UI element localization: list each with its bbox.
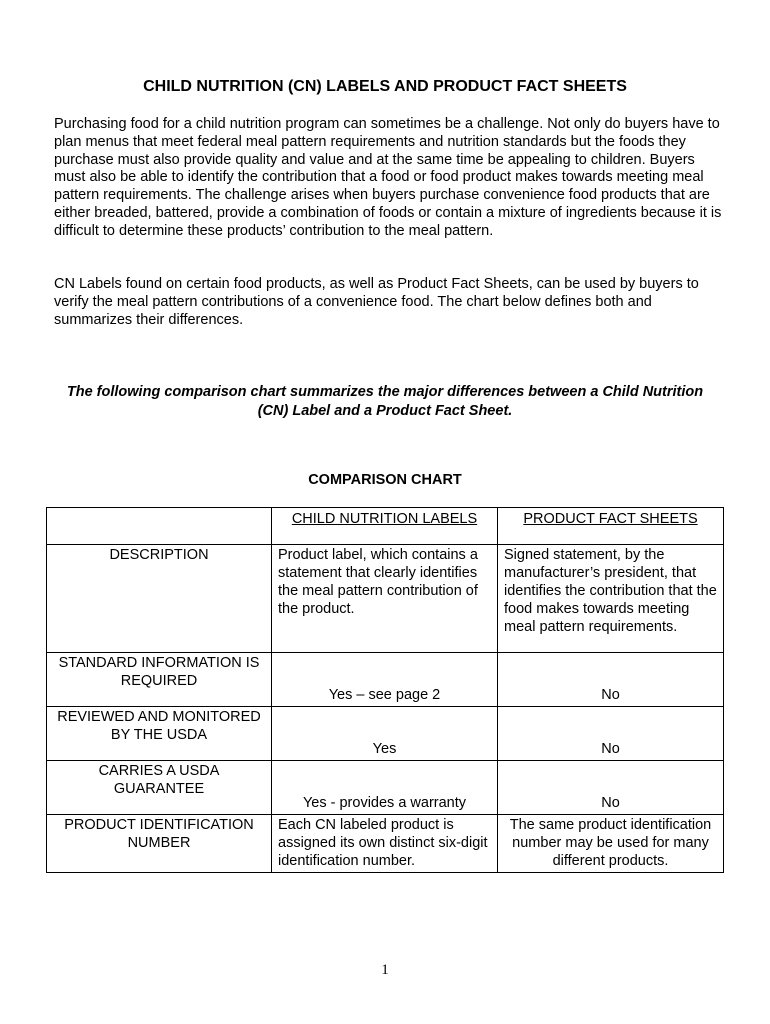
fact-sheet-cell: Signed statement, by the manufacturer’s president, that identifies the contribution that the food makes towards meeting meal pattern requirements. bbox=[498, 545, 724, 653]
cn-label-cell: Yes – see page 2 bbox=[272, 653, 498, 707]
cn-label-cell: Yes - provides a warranty bbox=[272, 761, 498, 815]
table-row bbox=[47, 653, 724, 707]
cn-labels-paragraph: CN Labels found on certain food products, as well as Product Fact Sheets, can be used by buyers to verify the meal pattern contributions of a convenience food. The chart below defines both and summarizes their differences. bbox=[54, 276, 699, 328]
table-row bbox=[47, 761, 724, 815]
comparison-table bbox=[46, 507, 724, 873]
fact-sheet-cell: No bbox=[498, 761, 724, 815]
fact-sheet-cell: The same product identification number may be used for many different products. bbox=[498, 815, 724, 873]
header-cell-cn-labels: CHILD NUTRITION LABELS bbox=[272, 508, 498, 545]
header-cell-fact-sheets: PRODUCT FACT SHEETS bbox=[498, 508, 724, 545]
header-cell-blank bbox=[47, 508, 272, 545]
fact-sheet-cell: No bbox=[498, 653, 724, 707]
cn-label-cell: Each CN labeled product is assigned its own distinct six-digit identification number. bbox=[272, 815, 498, 873]
chart-title: COMPARISON CHART bbox=[308, 472, 462, 488]
table-header-row bbox=[47, 508, 724, 545]
page-number: 1 bbox=[381, 962, 389, 978]
page-title: CHILD NUTRITION (CN) LABELS AND PRODUCT FACT SHEETS bbox=[143, 78, 627, 95]
row-label: STANDARD INFORMATION IS REQUIRED bbox=[47, 653, 272, 707]
row-label: PRODUCT IDENTIFICATION NUMBER bbox=[47, 815, 272, 873]
cn-label-cell: Product label, which contains a statement that clearly identifies the meal pattern contribution of the product. bbox=[272, 545, 498, 653]
table-row bbox=[47, 707, 724, 761]
comparison-lead: The following comparison chart summarizes the major differences between a Child Nutrition (CN) Label and a Product Fact Sheet. bbox=[66, 384, 704, 419]
intro-paragraph: Purchasing food for a child nutrition program can sometimes be a challenge. Not only do buyers have to plan menus that meet federal meal pattern requirements and nutrition standards but the foods they purchase must also provide quality and value and at the same time be appealing to children. Buyers must also be able to identify the contribution that a food or food product makes towards meeting meal pattern requirements. The challenge arises when buyers purchase convenience food products that are either breaded, battered, provide a combination of foods or contain a mixture of ingredients because it is difficult to determine these products’ contribution to the meal pattern. bbox=[54, 116, 722, 239]
cn-label-cell: Yes bbox=[272, 707, 498, 761]
table-row bbox=[47, 545, 724, 653]
table-row bbox=[47, 815, 724, 873]
row-label: DESCRIPTION bbox=[47, 545, 272, 653]
fact-sheet-cell: No bbox=[498, 707, 724, 761]
row-label: REVIEWED AND MONITORED BY THE USDA bbox=[47, 707, 272, 761]
row-label: CARRIES A USDA GUARANTEE bbox=[47, 761, 272, 815]
